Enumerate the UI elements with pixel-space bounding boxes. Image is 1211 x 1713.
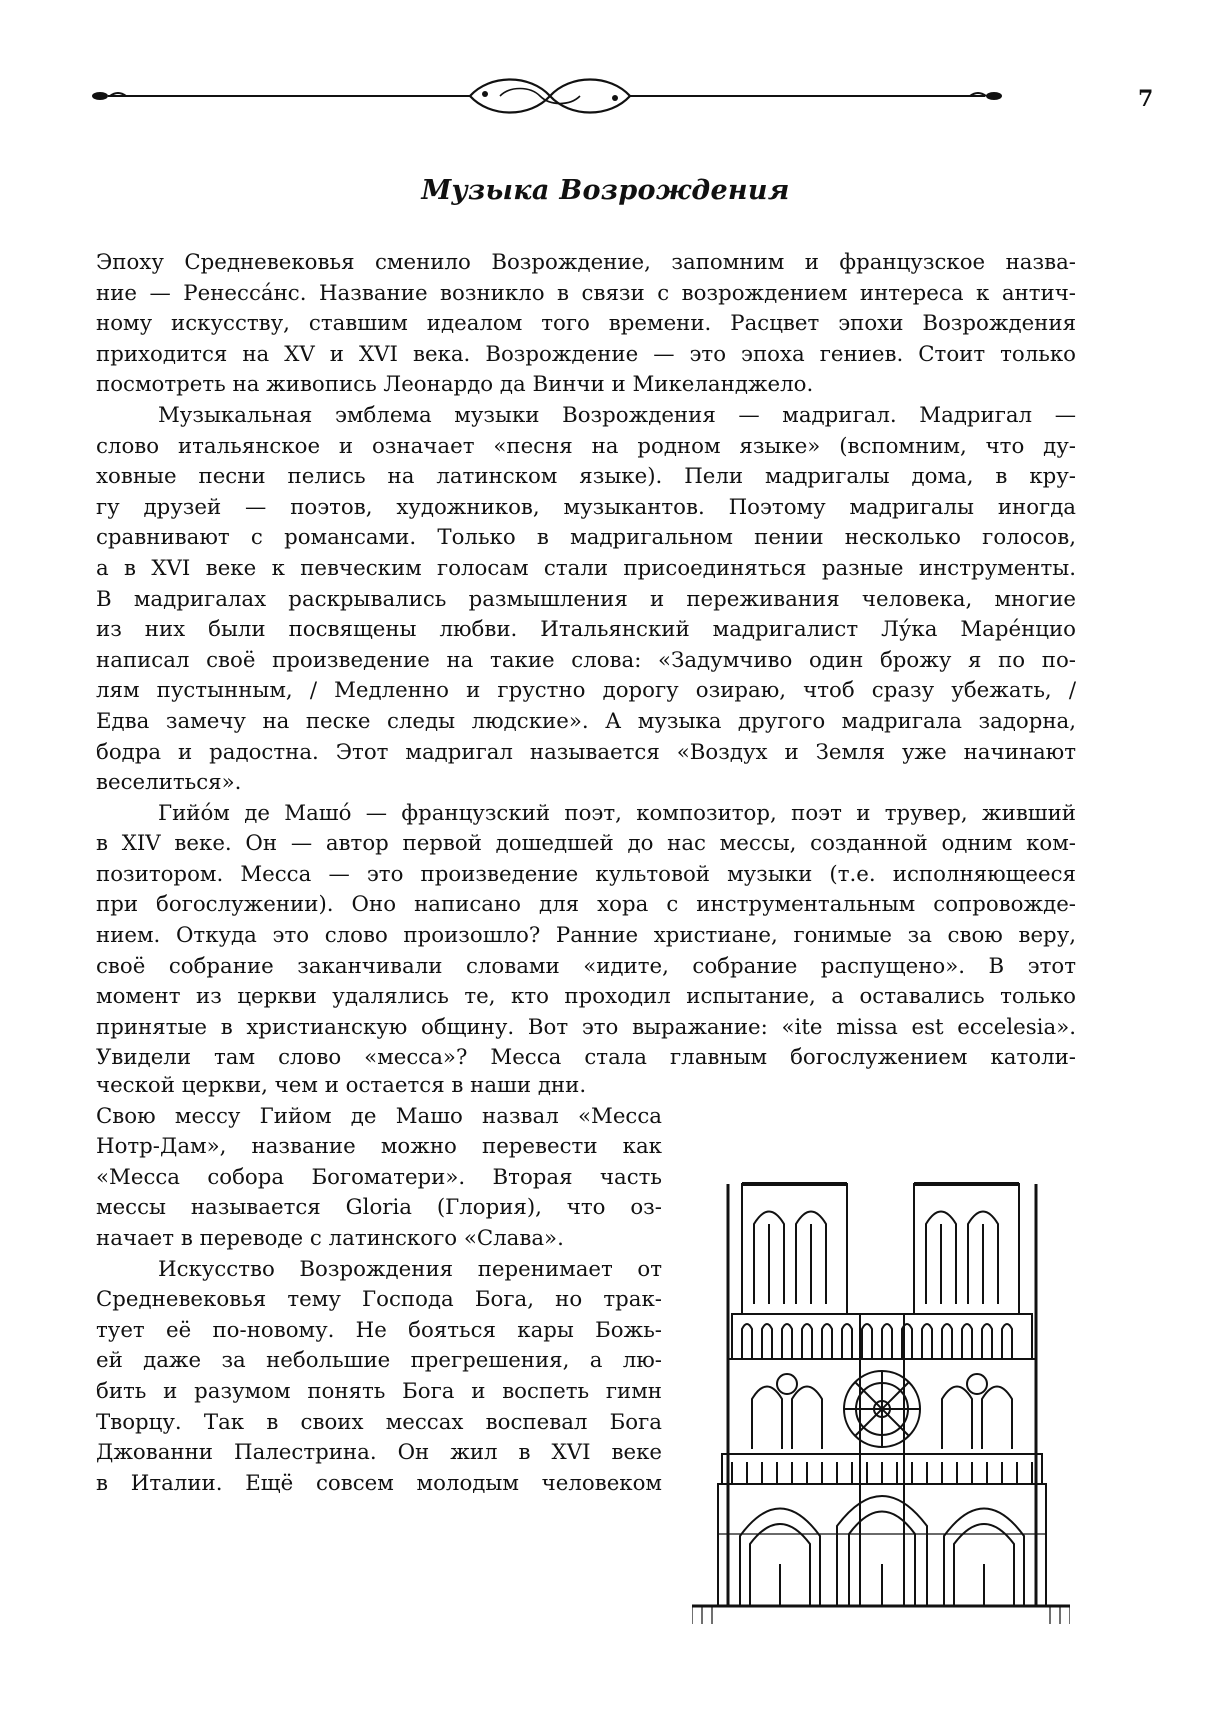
text-line: приходится на XV и XVI века. Возрождение — это эпоха гениев. Стоит только <box>96 341 1076 367</box>
text-line: ей даже за небольшие прегрешения, а лю- <box>96 1348 662 1374</box>
text-line: принятые в христианскую общину. Вот это выражание: «ite missa est eccelesia». <box>96 1014 1076 1040</box>
text-line: бодра и радостна. Этот мадригал называется «Воздух и Земля уже начинают <box>96 739 1076 765</box>
text-line: Гийо́м де Машо́ — французский поэт, композитор, поэт и трувер, живший <box>158 800 1076 826</box>
text-line: позитором. Месса — это произведение культовой музыки (т.е. исполняющееся <box>96 861 1076 887</box>
text-line: сравнивают с романсами. Только в мадригальном пении несколько голосов, <box>96 525 1076 551</box>
page-number: 7 <box>1138 86 1154 112</box>
text-line: Музыкальная эмблема музыки Возрождения — мадригал. Мадригал — <box>158 402 1076 428</box>
text-line: своё собрание заканчивали словами «идите, собрание распущено». В этот <box>96 953 1076 979</box>
text-line: бить и разумом понять Бога и воспеть гимн <box>96 1378 662 1404</box>
text-line: Искусство Возрождения перенимает от <box>158 1256 662 1282</box>
text-line: написал своё произведение на такие слова: «Задумчиво один брожу я по по- <box>96 647 1076 673</box>
text-line: Увидели там слово «месса»? Месса стала главным богослужением католи- <box>96 1045 1076 1071</box>
text-line: начает в переводе с латинского «Слава». <box>96 1225 564 1251</box>
text-line: Творцу. Так в своих мессах воспевал Бога <box>96 1409 662 1435</box>
text-line: В мадригалах раскрывались размышления и переживания человека, многие <box>96 586 1076 612</box>
text-line: гу друзей — поэтов, художников, музыкантов. Поэтому мадригалы иногда <box>96 494 1076 520</box>
text-line: ховные песни пелись на латинском языке). Пели мадригалы дома, в кру- <box>96 464 1076 490</box>
text-line: момент из церкви удалялись те, кто проходил испытание, а оставались только <box>96 984 1076 1010</box>
text-line: Нотр-Дам», название можно перевести как <box>96 1134 662 1160</box>
notre-dame-illustration <box>692 1164 1070 1626</box>
text-line: а в XVI веке к певческим голосам стали присоединяться разные инструменты. <box>96 555 1076 581</box>
text-line: посмотреть на живопись Леонардо да Винчи и Микеланджело. <box>96 372 814 398</box>
text-line: ному искусству, ставшим идеалом того времени. Расцвет эпохи Возрождения <box>96 311 1076 337</box>
text-line: ческой церкви, чем и остается в наши дни. <box>96 1073 587 1098</box>
page-title: Музыка Возрождения <box>421 175 790 206</box>
flourish-divider-icon <box>90 70 1010 120</box>
text-line: слово итальянское и означает «песня на родном языке» (вспомним, что ду- <box>96 433 1076 459</box>
text-line: в Италии. Ещё совсем молодым человеком <box>96 1470 662 1496</box>
text-line: ние — Ренесса́нс. Название возникло в связи с возрождением интереса к антич- <box>96 280 1076 306</box>
page-header-ornament <box>90 70 1010 120</box>
text-line: Средневековья тему Господа Бога, но трак- <box>96 1287 662 1313</box>
text-line: мессы называется Gloria (Глория), что оз- <box>96 1195 662 1221</box>
text-line: Свою мессу Гийом де Машо назвал «Месса <box>96 1103 662 1129</box>
text-line: веселиться». <box>96 770 242 796</box>
text-line: в XIV веке. Он — автор первой дошедшей до нас мессы, созданной одним ком- <box>96 831 1076 857</box>
text-line: из них были посвящены любви. Итальянский мадригалист Лу́ка Маре́нцио <box>96 617 1076 643</box>
cathedral-drawing-icon <box>692 1164 1070 1626</box>
text-line: Джованни Палестрина. Он жил в XVI веке <box>96 1440 662 1466</box>
body-text-full-width <box>96 248 1076 1074</box>
text-line: нием. Откуда это слово произошло? Ранние христиане, гонимые за свою веру, <box>96 923 1076 949</box>
text-line: «Месса собора Богоматери». Вторая часть <box>96 1164 662 1190</box>
text-line: лям пустынным, / Медленно и грустно дорогу озираю, чтоб сразу убежать, / <box>96 678 1076 704</box>
text-line: при богослужении). Оно написано для хора с инструментальным сопровожде- <box>96 892 1076 918</box>
text-line: Эпоху Средневековья сменило Возрождение, запомним и французское назва- <box>96 250 1076 275</box>
text-line: тует её по-новому. Не бояться кары Божь- <box>96 1317 662 1343</box>
body-text-column <box>96 1071 662 1499</box>
text-line: Едва замечу на песке следы людские». А музыка другого мадригала задорна, <box>96 708 1076 734</box>
